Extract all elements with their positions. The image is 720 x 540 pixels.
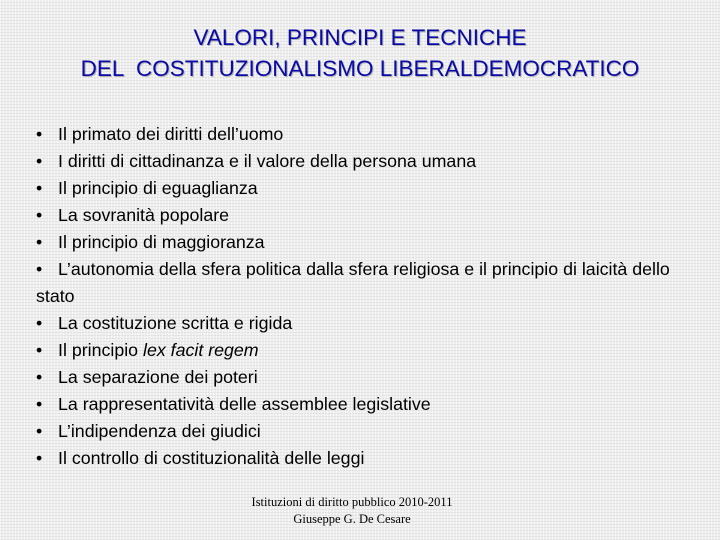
list-item-text: La costituzione scritta e rigida	[58, 313, 293, 333]
list-item	[36, 337, 696, 364]
bullet-icon: •	[36, 205, 43, 225]
bullet-icon: •	[36, 232, 43, 252]
bullet-list	[36, 121, 696, 472]
list-item	[36, 121, 696, 148]
list-item	[36, 391, 696, 418]
list-item-text: L’autonomia della sfera politica dalla sfera religiosa e il principio di laicità dello stato	[36, 259, 670, 306]
list-item	[36, 256, 696, 310]
list-item-text: La rappresentatività delle assemblee legislative	[58, 394, 431, 414]
list-item-text: Il principio di eguaglianza	[58, 178, 258, 198]
bullet-icon: •	[36, 421, 43, 441]
bullet-icon: •	[36, 448, 43, 468]
list-item	[36, 229, 696, 256]
bullet-icon: •	[36, 259, 43, 279]
list-item-text: Il principio di maggioranza	[58, 232, 265, 252]
list-item-text: I diritti di cittadinanza e il valore della persona umana	[58, 151, 477, 171]
list-item-text: Il controllo di costituzionalità delle leggi	[58, 448, 365, 468]
list-item-italic-text: lex facit regem	[143, 340, 259, 360]
list-item	[36, 310, 696, 337]
list-item	[36, 364, 696, 391]
footer-course: Istituzioni di diritto pubblico 2010-2011	[251, 495, 453, 509]
title-line-1: VALORI, PRINCIPI E TECNICHE	[193, 25, 527, 50]
list-item-text: L’indipendenza dei giudici	[58, 421, 261, 441]
bullet-icon: •	[36, 313, 43, 333]
list-item-text: La separazione dei poteri	[58, 367, 258, 387]
footer	[0, 494, 704, 528]
list-item	[36, 175, 696, 202]
list-item-text: Il primato dei diritti dell’uomo	[58, 124, 284, 144]
list-item	[36, 202, 696, 229]
slide-title	[0, 22, 720, 84]
list-item-text: Il principio	[58, 340, 143, 360]
bullet-icon: •	[36, 394, 43, 414]
list-item	[36, 148, 696, 175]
list-item	[36, 445, 696, 472]
bullet-icon: •	[36, 178, 43, 198]
list-item	[36, 418, 696, 445]
bullet-icon: •	[36, 151, 43, 171]
footer-author: Giuseppe G. De Cesare	[293, 512, 411, 526]
title-line-2: DEL COSTITUZIONALISMO LIBERALDEMOCRATICO	[80, 56, 640, 81]
bullet-icon: •	[36, 340, 43, 360]
list-item-text: La sovranità popolare	[58, 205, 230, 225]
bullet-icon: •	[36, 367, 43, 387]
bullet-icon: •	[36, 124, 43, 144]
